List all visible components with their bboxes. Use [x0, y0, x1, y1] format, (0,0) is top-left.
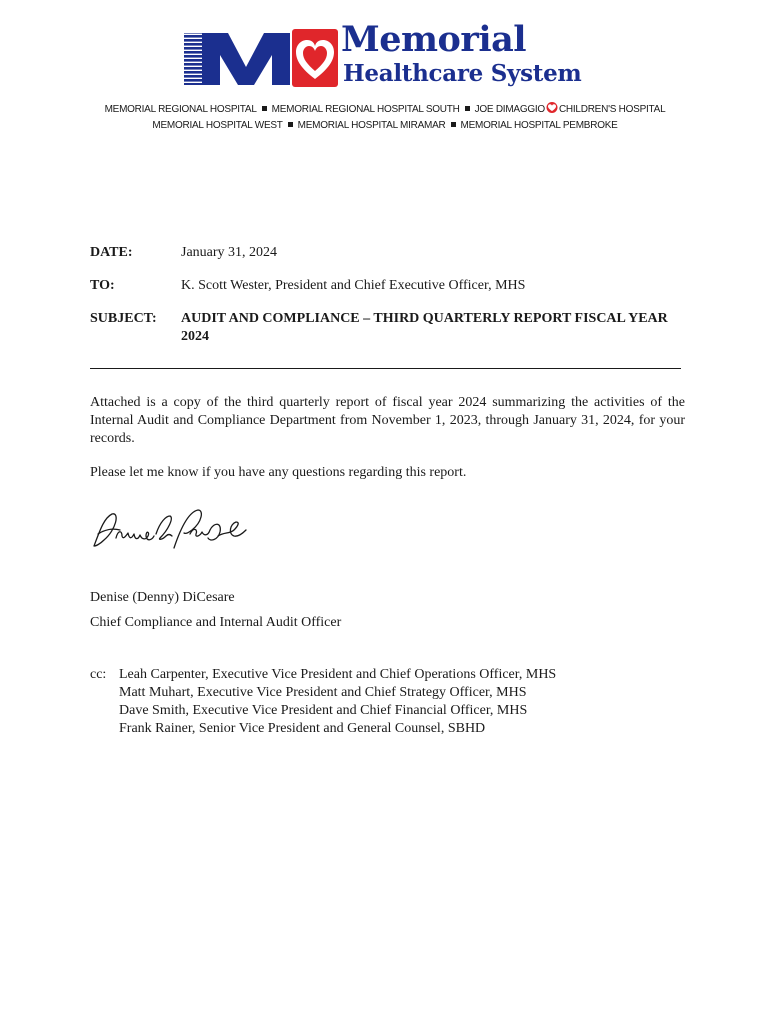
- hospital-name: MEMORIAL HOSPITAL PEMBROKE: [460, 120, 618, 131]
- header-divider: [90, 368, 681, 369]
- handwritten-signature: [90, 500, 250, 560]
- bullet-separator: [451, 122, 456, 127]
- cc-recipient: Frank Rainer, Senior Vice President and General Counsel, SBHD: [119, 721, 486, 736]
- cc-label: cc:: [90, 667, 107, 682]
- hospital-name: MEMORIAL REGIONAL HOSPITAL SOUTH: [271, 104, 460, 115]
- cc-recipient: Dave Smith, Executive Vice President and Chief Financial Officer, MHS: [119, 703, 528, 718]
- cc-recipient: Leah Carpenter, Executive Vice President and Chief Operations Officer, MHS: [119, 667, 557, 682]
- hospital-name: CHILDREN'S HOSPITAL: [558, 104, 666, 115]
- logo-name-healthcare-system: Healthcare System: [343, 60, 582, 87]
- bullet-separator: [288, 122, 293, 127]
- date-label: DATE:: [90, 245, 133, 260]
- hospital-list-line1: [0, 102, 770, 115]
- to-value: K. Scott Wester, President and Chief Executive Officer, MHS: [181, 278, 526, 293]
- hospital-name: JOE DIMAGGIO: [474, 104, 545, 115]
- cc-recipient: Matt Muhart, Executive Vice President and Chief Strategy Officer, MHS: [119, 685, 527, 700]
- body-paragraph-1: Attached is a copy of the third quarterly report of fiscal year 2024 summarizing the activities of the Internal Audit and Compliance Department from November 1, 2023, through January 31, 2024, for your records.: [90, 395, 685, 446]
- bullet-separator: [262, 106, 267, 111]
- signer-name: Denise (Denny) DiCesare: [90, 590, 235, 605]
- subject-label: SUBJECT:: [90, 311, 157, 326]
- hospital-name: MEMORIAL HOSPITAL WEST: [152, 120, 283, 131]
- to-label: TO:: [90, 278, 115, 293]
- cc-recipient-list: [119, 666, 556, 738]
- memorial-logo-mark: [184, 27, 340, 89]
- signer-title: Chief Compliance and Internal Audit Officer: [90, 615, 342, 630]
- bullet-separator: [465, 106, 470, 111]
- date-value: January 31, 2024: [181, 245, 278, 260]
- body-paragraph-2: Please let me know if you have any questions regarding this report.: [90, 465, 467, 480]
- hospital-name: MEMORIAL HOSPITAL MIRAMAR: [297, 120, 446, 131]
- heart-icon: [546, 102, 558, 113]
- hospital-name: MEMORIAL REGIONAL HOSPITAL: [104, 104, 257, 115]
- hospital-list-line2: [0, 121, 770, 131]
- logo-name-memorial: Memorial: [341, 19, 527, 60]
- subject-value: AUDIT AND COMPLIANCE – THIRD QUARTERLY REPORT FISCAL YEAR 2024: [181, 311, 668, 344]
